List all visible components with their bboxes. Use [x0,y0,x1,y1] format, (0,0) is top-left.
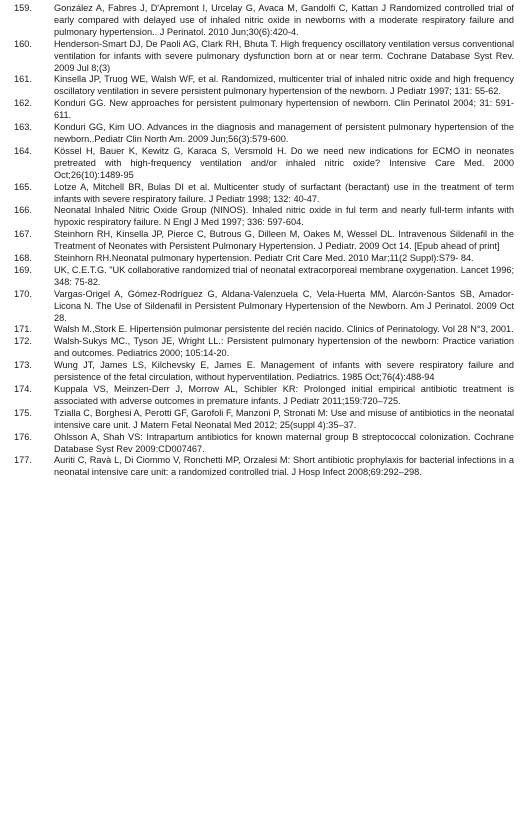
reference-item [14,229,514,253]
reference-number: 167. [14,229,32,240]
reference-number: 166. [14,205,32,216]
reference-number: 161. [14,74,32,85]
reference-number: 171. [14,324,32,335]
reference-text: Neonatal Inhaled Nitric Oxide Group (NINOS). Inhaled nitric oxide in ful term and nearly full-term infants with hypoxic respiratory failure. N Engl J Med 1997; 336: 597-604. [54,205,514,228]
reference-text: Tzialla C, Borghesi A, Perotti GF, Garofoli F, Manzoni P, Stronati M: Use and misuse of antibiotics in the neonatal intensive care unit. J Matern Fetal Neonatal Med 2012; 25(suppl 4):35–37. [54,407,514,430]
reference-number: 173. [14,360,32,371]
reference-text: Walsh-Sukys MC., Tyson JE, Wright LL.: Persistent pulmonary hypertension of the newborn: Practice variation and outcomes. Pediatrics 2000; 105:14-20. [54,336,514,359]
reference-text: Kinsella JP, Truog WE, Walsh WF, et al. Randomized, multicenter trial of inhaled nitric oxide and high frequency oscillatory ventilation in severe persistent pulmonary hypertension of the newborn. J Pediatr 1997; 131: 55-62. [54,74,514,97]
reference-item [14,455,514,479]
reference-list [14,3,514,479]
reference-text: Walsh M.,Stork E. Hipertensión pulmonar persistente del recién nacido. Clinics of Perinatology. Vol 28 N°3, 2001. [54,324,514,335]
reference-item [14,98,514,122]
reference-item [14,205,514,229]
reference-item [14,182,514,206]
reference-number: 165. [14,181,32,192]
reference-text: Konduri GG. New approaches for persistent pulmonary hypertension of newborn. Clin Perinatol 2004; 31: 591-611. [54,98,514,121]
reference-text: Konduri GG, Kim UO. Advances in the diagnosis and management of persistent pulmonary hypertension of the newborn..Pediatr Clin North Am. 2009 Jun;56(3):579-600. [54,122,514,144]
reference-number: 169. [14,264,32,275]
reference-number: 174. [14,384,32,394]
reference-number: 163. [14,122,32,133]
reference-text: González A, Fabres J, D'Apremont I, Urcelay G, Avaca M, Gandolfi C, Kattan J Randomized controlled trial of early compared with delayed use of inhaled nitric oxide in newborns with a moderate respiratory failure and pulmonary hypertension.. J Perinatol. 2010 Jun;30(6):420-4. [54,3,514,37]
reference-item [14,146,514,182]
reference-number: 172. [14,336,32,347]
reference-number: 168. [14,253,32,264]
reference-item [14,122,514,146]
reference-item [14,253,514,265]
reference-item [14,324,514,336]
reference-item [14,265,514,289]
reference-number: 160. [14,38,32,49]
reference-text: Auriti C, Ravà L, Di Ciommo V, Ronchetti MP, Orzalesi M: Short antibiotic prophylaxis for bacterial infections in a neonatal intensive care unit: a randomized controlled trial. J Hosp Infect 2008;69:292–298. [54,455,514,478]
reference-text: Lotze A, Mitchell BR, Bulas DI et al. Multicenter study of surfactant (beractant) use in the treatment of term infants with severe respiratory failure. J Pediatr 1998; 132: 40-47. [54,181,514,204]
reference-number: 177. [14,455,32,466]
reference-text: Henderson-Smart DJ, De Paoli AG, Clark RH, Bhuta T. High frequency oscillatory ventilation versus conventional ventilation for infants with severe pulmonary dysfunction born at or near term. Cochrane Database Syst Rev. 2009 Jul 8;(3) [54,38,514,73]
reference-number: 164. [14,145,32,156]
reference-item [14,408,514,432]
reference-number: 170. [14,288,32,299]
reference-text: Wung JT, James LS, Kilchevsky E, James E. Management of infants with severe respiratory failure and persistence of the fetal circulation, without hyperventilation. Pediatrics. 1985 Oct;76(4):488-94 [54,360,514,383]
reference-text: UK, C.E.T.G. "UK collaborative randomized trial of neonatal extracorporeal membrane oxygenation. Lancet 1996; 348: 75-82. [54,264,514,287]
reference-item [14,336,514,360]
reference-item [14,289,514,325]
reference-number: 162. [14,98,32,109]
reference-text: Steinhorn RH, Kinsella JP, Pierce C, Butrous G, Dilleen M, Oakes M, Wessel DL. Intravenous Sildenafil in the Treatment of Neonates with Persistent Pulmonary Hypertension. J Pediatr. 2009 Oct 14. [Epub ahead of print] [54,229,514,252]
reference-text: Kössel H, Bauer K, Kewitz G, Karaca S, Versmold H. Do we need new indications for ECMO in neonates pretreated with high-frequency ventilation and/or inhaled nitric oxide? Intensive Care Med. 2000 Oct;26(10):1489-95 [54,145,514,180]
reference-item [14,432,514,456]
reference-number: 176. [14,431,32,442]
reference-item [14,384,514,408]
reference-item [14,360,514,384]
reference-item [14,39,514,75]
reference-text: Steinhorn RH.Neonatal pulmonary hypertension. Pediatr Crit Care Med. 2010 Mar;11(2 Suppl):S79- 84. [54,253,474,264]
reference-item [14,74,514,98]
reference-text: Ohlsson A, Shah VS: Intrapartum antibiotics for known maternal group B streptococcal colonization. Cochrane Database Syst Rev 2009:CD007467. [54,431,514,454]
reference-number: 159. [14,3,32,13]
reference-text: Vargas-Origel A, Gómez-Rodríguez G, Aldana-Valenzuela C, Vela-Huerta MM, Alarcón-Santos SB, Amador-Licona N. The Use of Sildenafil in Persistent Pulmonary Hypertension of the Newborn. Am J Perinatol. 2009 Oct 28. [54,288,514,323]
reference-item [14,3,514,39]
reference-number: 175. [14,407,32,418]
reference-text: Kuppala VS, Meinzen-Derr J, Morrow AL, Schibler KR: Prolonged initial empirical antibiotic treatment is associated with adverse outcomes in premature infants. J Pediatr 2011;159:720–725. [54,384,514,406]
